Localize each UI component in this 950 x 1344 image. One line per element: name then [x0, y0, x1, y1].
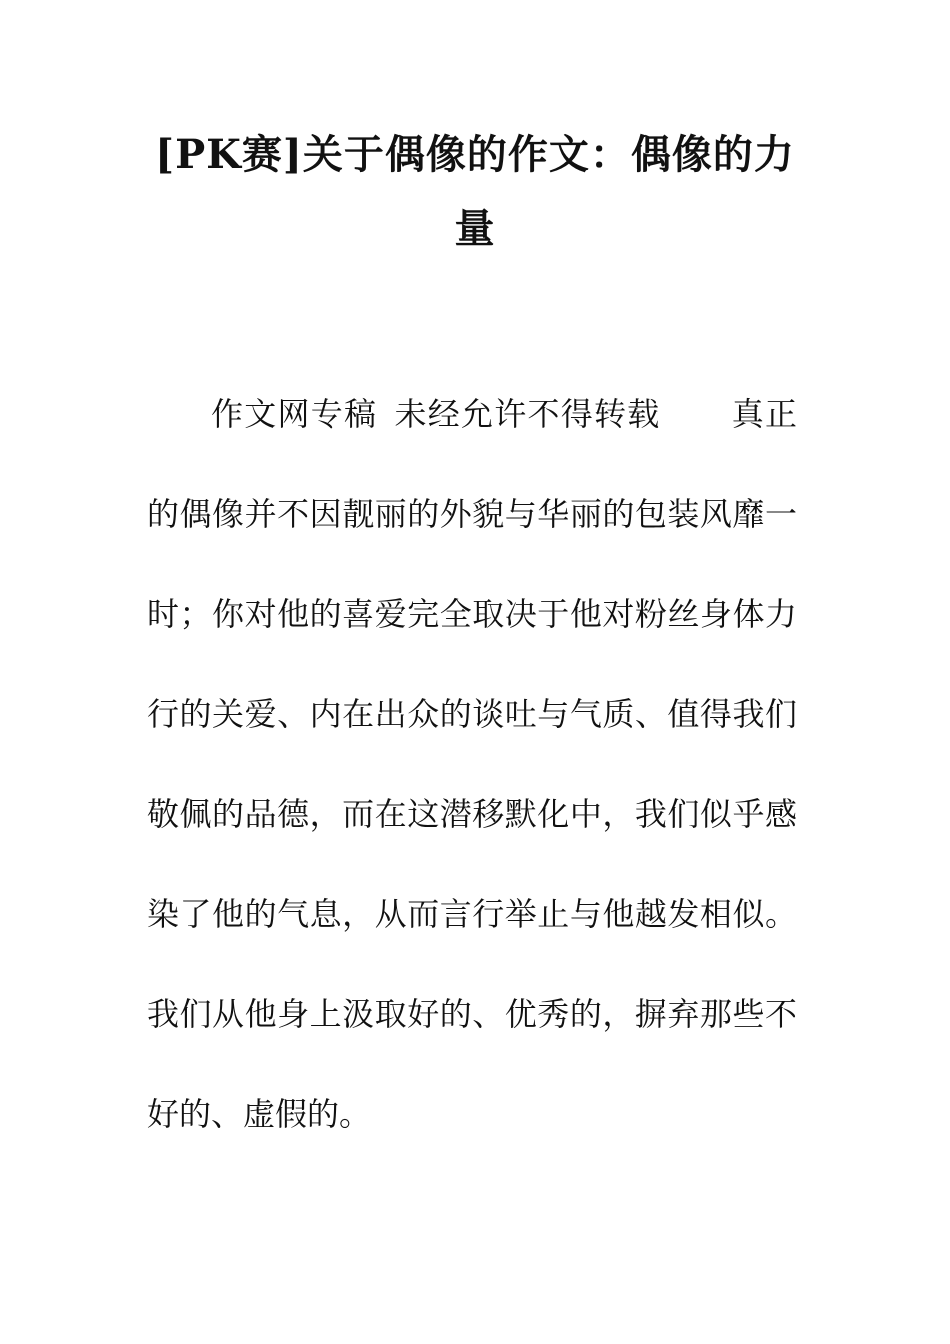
body-paragraph — [147, 364, 797, 1164]
document-body — [147, 364, 797, 1164]
copyright-notice-source: 作文网专稿 — [211, 395, 378, 433]
document-title: [PK赛]关于偶像的作文：偶像的力量 — [155, 131, 795, 252]
copyright-notice-restriction: 未经允许不得转载 — [393, 395, 661, 433]
paragraph-text: 真正的偶像并不因靓丽的外貌与华丽的包装风靡一时；你对他的喜爱完全取决于他对粉丝身体力行的关爱、内在出众的谈吐与气质、值得我们敬佩的品德，而在这潜移默化中，我们似乎感染了他的气息，从而言行举止与他越发相似。我们从他身上汲取好的、优秀的，摒弃那些不好的、虚假的。 — [147, 395, 797, 1133]
